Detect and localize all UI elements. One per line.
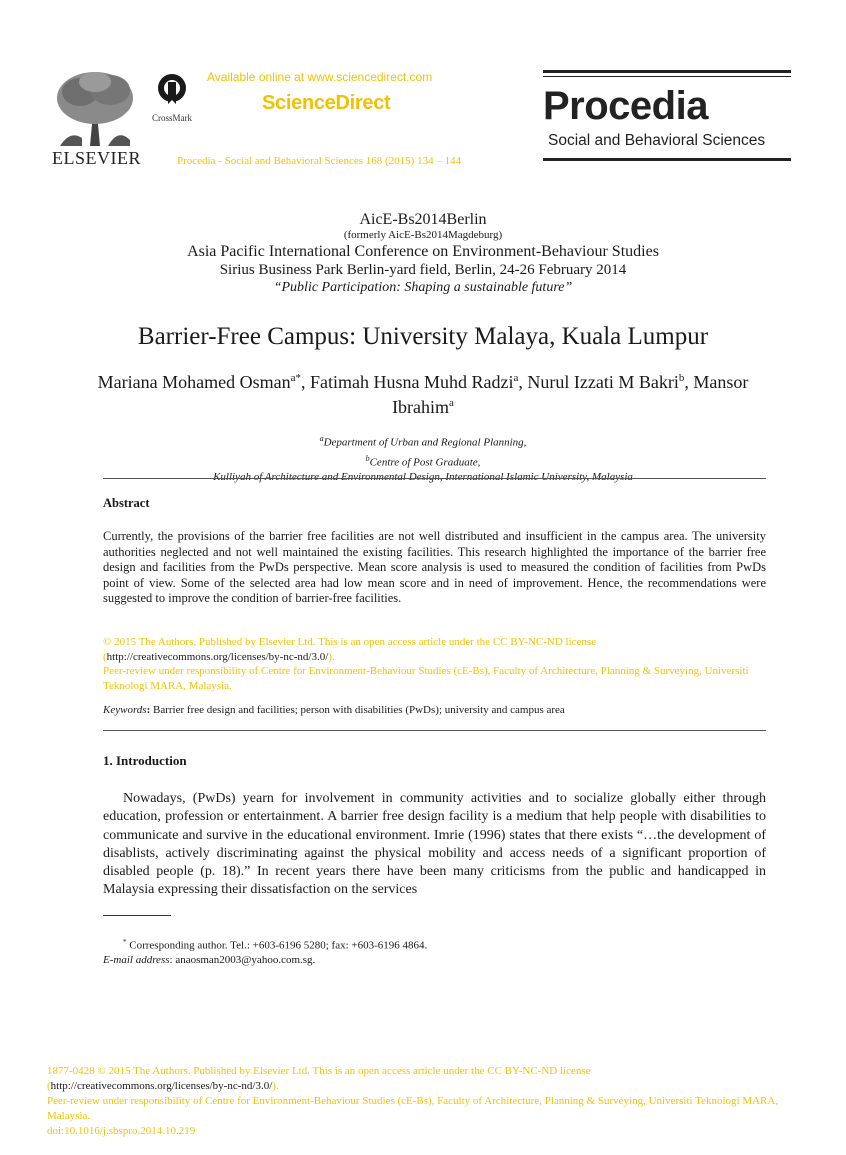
crossmark-icon [157, 73, 187, 107]
footer-peer-review: Peer-review under responsibility of Centre for Environment-Behaviour Studies (cE-Bs), Faculty of Architecture, Planning & Surveying, Universiti Teknologi MARA, Malaysia. [47, 1095, 779, 1122]
paren: ). [328, 650, 335, 663]
procedia-masthead [543, 70, 791, 163]
author-affil-marker: a [513, 372, 519, 384]
conference-venue: Sirius Business Park Berlin-yard field, Berlin, 24-26 February 2014 [219, 262, 627, 278]
paren: ). [272, 1080, 279, 1092]
section-divider [103, 730, 766, 731]
procedia-title: Procedia [543, 84, 708, 128]
author-name[interactable]: Fatimah Husna Muhd Radzi [310, 372, 514, 392]
author-name[interactable]: Mariana Mohamed Osman [97, 372, 291, 392]
footer-license: 1877-0428 © 2015 The Authors. Published by Elsevier Ltd. This is an open access article under the CC BY-NC-ND license [47, 1065, 591, 1077]
masthead-rule [543, 70, 791, 73]
conference-former-name: (formerly AicE-Bs2014Magdeburg) [343, 229, 503, 241]
sciencedirect-available-link[interactable]: Available online at www.sciencedirect.com [207, 70, 433, 84]
email-value[interactable]: : anaosman2003@yahoo.com.sg. [169, 953, 316, 966]
crossmark-badge[interactable] [150, 73, 194, 123]
author-name[interactable]: Nurul Izzati M Bakri [527, 372, 679, 392]
license-link[interactable]: http://creativecommons.org/licenses/by-nc-nd/3.0/ [106, 650, 329, 663]
conference-full-name: Asia Pacific International Conference on Environment-Behaviour Studies [187, 243, 659, 260]
publisher-name: ELSEVIER [52, 148, 141, 168]
affiliation-line [80, 431, 766, 451]
author-list [80, 368, 766, 418]
paren: ( [47, 1080, 51, 1092]
sciencedirect-brand[interactable]: ScienceDirect [262, 92, 391, 114]
affil-text: Department of Urban and Regional Planning, [323, 436, 527, 449]
author-affil-marker: a* [290, 372, 301, 384]
procedia-subtitle: Social and Behavioral Sciences [548, 132, 766, 149]
license-url-line [103, 650, 766, 665]
footer-doi[interactable]: doi:10.1016/j.sbspro.2014.10.219 [47, 1125, 196, 1137]
abstract-heading: Abstract [103, 496, 150, 510]
paper-title: Barrier-Free Campus: University Malaya, Kuala Lumpur [137, 323, 709, 350]
footnote-divider [103, 915, 171, 916]
affil-text: Centre of Post Graduate, [369, 456, 481, 469]
masthead-rule [543, 158, 791, 161]
email-label: E-mail address [103, 953, 170, 966]
paren: ( [103, 650, 107, 663]
affiliation-line [80, 451, 766, 471]
masthead-rule [543, 76, 791, 77]
affil-marker: a [319, 434, 324, 443]
introduction-body: Nowadays, (PwDs) yearn for involvement in community activities and to socialize globally either through education, profession or entertainment. A barrier free design facility is a medium that help people with disabilities to communicate and survive in the educational environment. Imrie (1996) states that there exists “…the development of disablists, actively discriminating against the physical mobility and access needs of a significant proportion of disabled people (p. 18).” In recent years there have been many criticisms from the public and handicapped in Malaysia expressing their dissatisfaction on the services [103, 791, 766, 898]
footnote-text: Corresponding author. Tel.: +603-6196 5280; fax: +603-6196 4864. [126, 939, 428, 952]
author-separator: , [684, 372, 694, 392]
footnote-corresponding [103, 935, 766, 953]
conference-theme: “Public Participation: Shaping a sustainable future” [273, 280, 573, 295]
footer-license-link[interactable]: http://creativecommons.org/licenses/by-nc-nd/3.0/ [50, 1080, 273, 1092]
peer-review-note: Peer-review under responsibility of Centre for Environment-Behaviour Studies (cE-Bs), Faculty of Architecture, Planning & Surveying, Universiti Teknologi MARA, Malaysia. [103, 665, 749, 692]
author-separator: , [518, 372, 528, 392]
author-separator: , [301, 372, 310, 392]
footer-url-line [47, 1079, 787, 1094]
footnote [103, 935, 766, 967]
conference-name: AicE-Bs2014Berlin [359, 211, 487, 228]
affil-marker: b [365, 453, 370, 463]
abstract-body: Currently, the provisions of the barrier free facilities are not well distributed and insufficient in the campus area. The university authorities neglected and not well maintained the existing facilities. This research highlighted the importance of the barrier free design and facilities from the PwDs perspective. Mean score analysis is used to measured the condition of facilities from PwDs point of view. Some of the selected area had low mean score and in need of improvement. Hence, the recommendations were suggested to improve the condition of barrier-free facilities. [103, 529, 766, 605]
author-name[interactable]: Mansor Ibrahim [392, 372, 749, 417]
journal-reference: Procedia - Social and Behavioral Sciences 168 (2015) 134 – 144 [177, 155, 462, 167]
author-affil-marker: a [449, 397, 454, 409]
license-line: © 2015 The Authors. Published by Elsevier Ltd. This is an open access article under the CC BY-NC-ND license [103, 636, 597, 648]
introduction-heading: 1. Introduction [103, 753, 187, 768]
keywords-line [103, 703, 766, 717]
section-divider [103, 478, 766, 479]
license-block [103, 635, 766, 693]
footer-block [47, 1064, 787, 1139]
keywords-label: Keywords [103, 704, 147, 716]
keywords-text: Barrier free design and facilities; person with disabilities (PwDs); university and campus area [150, 704, 565, 716]
conference-block [80, 210, 766, 296]
crossmark-label: CrossMark [152, 113, 192, 123]
footnote-email [103, 953, 766, 967]
keywords-colon: : [146, 704, 151, 716]
footnote-marker: * [123, 938, 127, 946]
author-affil-marker: b [678, 372, 685, 384]
